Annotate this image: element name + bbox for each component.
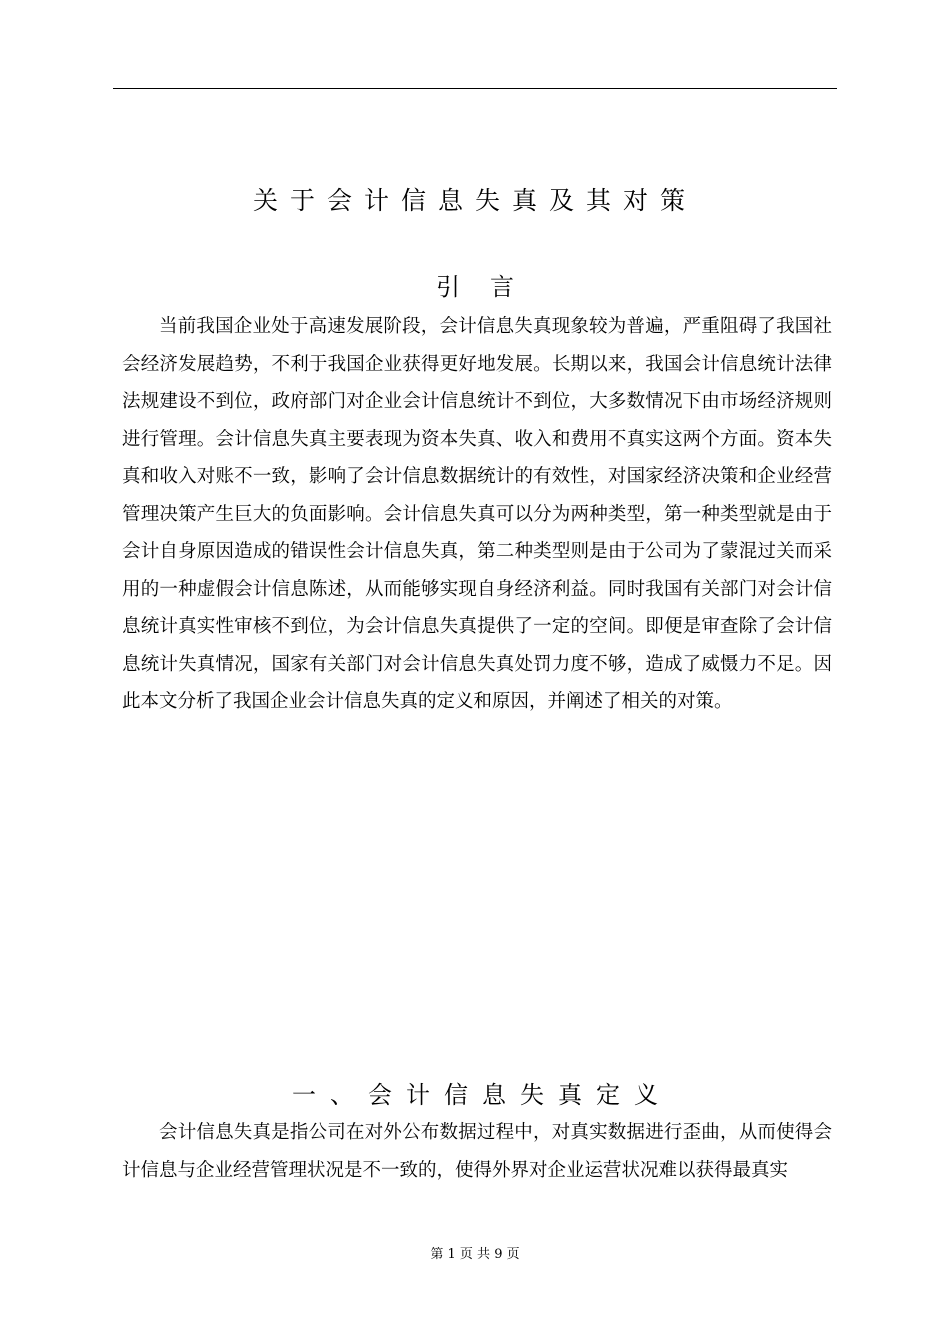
- definition-paragraph: 会计信息失真是指公司在对外公布数据过程中，对真实数据进行歪曲，从而使得会计信息与企业经营管理状况是不一致的，使得外界对企业运营状况难以获得最真实: [122, 1122, 832, 1181]
- introduction-paragraph: 当前我国企业处于高速发展阶段，会计信息失真现象较为普遍，严重阻碍了我国社会经济发展趋势，不利于我国企业获得更好地发展。长期以来，我国会计信息统计法律法规建设不到位，政府部门对企业会计信息统计不到位，大多数情况下由市场经济规则进行管理。会计信息失真主要表现为资本失真、收入和费用不真实这两个方面。资本失真和收入对账不一致，影响了会计信息数据统计的有效性，对国家经济决策和企业经营管理决策产生巨大的负面影响。会计信息失真可以分为两种类型，第一种类型就是由于会计自身原因造成的错误性会计信息失真，第二种类型则是由于公司为了蒙混过关而采用的一种虚假会计信息陈述，从而能够实现自身经济利益。同时我国有关部门对会计信息统计真实性审核不到位，为会计信息失真提供了一定的空间。即便是审查除了会计信息统计失真情况，国家有关部门对会计信息失真处罚力度不够，造成了威慑力不足。因此本文分析了我国企业会计信息失真的定义和原因，并阐述了相关的对策。: [122, 316, 832, 712]
- document-title: 关于会计信息失真及其对策: [252, 186, 697, 215]
- section-heading-definition: 一、会计信息失真定义: [292, 1081, 672, 1109]
- page-number-footer: 第 1 页 共 9 页: [430, 1247, 520, 1262]
- section-heading-introduction: 引言: [436, 273, 544, 301]
- header-rule: [113, 88, 837, 89]
